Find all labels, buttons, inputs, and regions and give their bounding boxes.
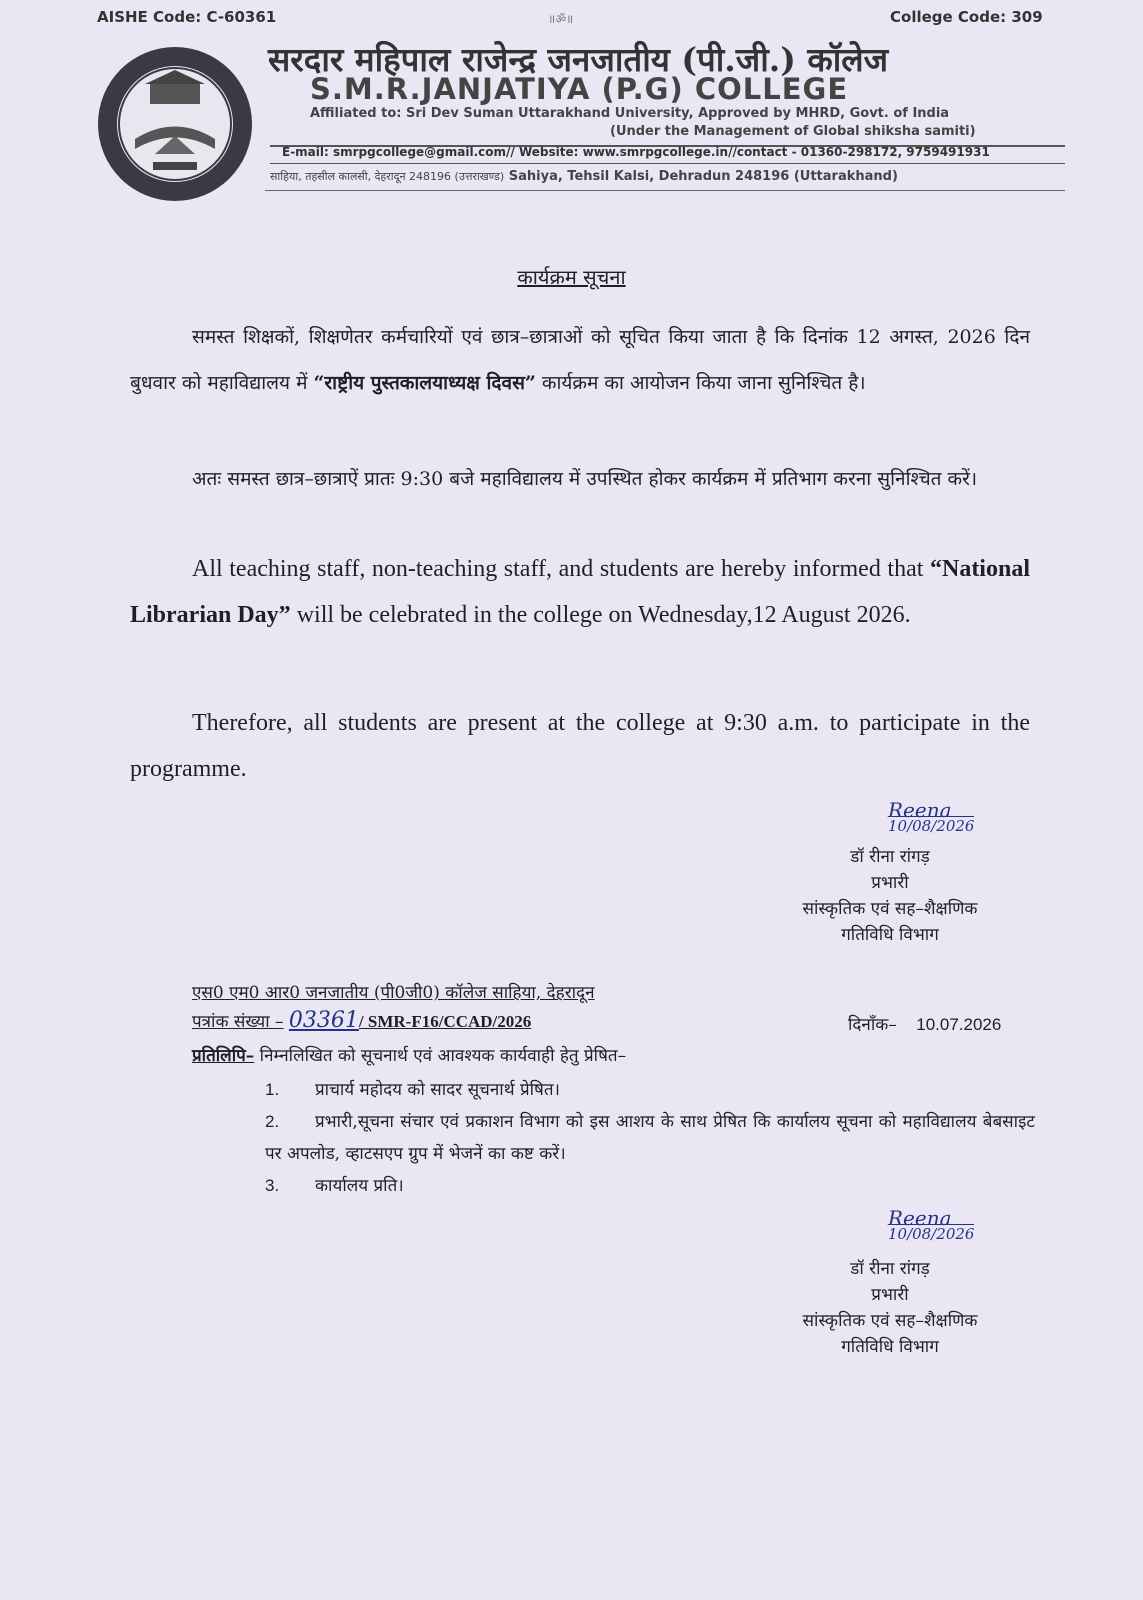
letter-date: दिनाँक– 10.07.2026	[848, 1015, 1002, 1035]
letter-number-handwritten: 03361	[288, 1008, 359, 1033]
letter-number: पत्रांक संख्या – 03361/ SMR-F16/CCAD/2026	[192, 1008, 532, 1033]
notice-paragraph-english-2: Therefore, all students are present at the college at 9:30 a.m. to participate in the programme.	[130, 710, 1030, 782]
aishe-code: AISHE Code: C-60361	[97, 8, 277, 26]
college-name-english: S.M.R.JANJATIYA (P.G) COLLEGE	[310, 72, 849, 106]
signatory-dept: सांस्कृतिक एवं सह–शैक्षणिक	[802, 1311, 978, 1331]
copy-to-line: प्रतिलिपि– निम्नलिखित को सूचनार्थ एवं आवश्यक कार्यवाही हेतु प्रेषित–	[192, 1046, 627, 1066]
signatory-block	[770, 1256, 1010, 1360]
contact-line: E-mail: smrpgcollege@gmail.com// Website: www.smrpgcollege.in//contact - 01360-298172, 9759491931	[282, 145, 990, 159]
notice-paragraph-hindi-2: अतः समस्त छात्र–छात्राऐं प्रातः 9:30 बजे महाविद्यालय में उपस्थित होकर कार्यक्रम में प्रतिभाग करना सुनिश्चित करें।	[192, 468, 978, 490]
handwritten-signature: Reena 10/08/2026	[888, 1206, 975, 1243]
address-english: Sahiya, Tehsil Kalsi, Dehradun 248196 (Uttarakhand)	[508, 169, 898, 184]
signatory-dept: गतिविधि विभाग	[841, 925, 939, 945]
signatory-dept: गतिविधि विभाग	[841, 1337, 939, 1357]
address-hindi: साहिया, तहसील कालसी, देहरादून 248196 (उत्तराखण्ड)	[270, 170, 505, 183]
list-item: 1. प्राचार्य महोदय को सादर सूचनार्थ प्रेषित।	[265, 1080, 560, 1100]
handwritten-signature: Reena 10/08/2026	[888, 798, 975, 835]
signatory-role: प्रभारी	[871, 1285, 909, 1305]
management-line: (Under the Management of Global shiksha samiti)	[610, 124, 976, 139]
notice-paragraph-english-1: All teaching staff, non-teaching staff, and students are hereby informed that “National Librarian Day” will be celebrated in the college on Wednesday,12 August 2026.	[130, 556, 1030, 628]
college-name-hindi: सरदार महिपाल राजेन्द्र जनजातीय (पी.जी.) कॉलेज	[268, 40, 889, 79]
address-line	[270, 169, 898, 184]
header-divider	[265, 190, 1065, 191]
signatory-block	[770, 844, 1010, 948]
signatory-role: प्रभारी	[871, 873, 909, 893]
affiliation-line: Affiliated to: Sri Dev Suman Uttarakhand University, Approved by MHRD, Govt. of India	[310, 106, 950, 121]
list-item: 2. प्रभारी,सूचना संचार एवं प्रकाशन विभाग को इस आशय के साथ प्रेषित कि कार्यालय सूचना को महाविद्यालय बेबसाइट पर अपलोड, व्हाटसएप ग्रुप में भेजनें का कष्ट करें।	[265, 1112, 1035, 1164]
signatory-name: डॉ रीना रांगड़	[850, 1259, 930, 1279]
notice-title: कार्यक्रम सूचना	[517, 265, 626, 289]
college-code: College Code: 309	[890, 8, 1043, 26]
header-divider	[270, 163, 1065, 164]
college-seal-logo	[95, 44, 255, 204]
om-mark: ॥ॐ॥	[548, 12, 574, 26]
signatory-dept: सांस्कृतिक एवं सह–शैक्षणिक	[802, 899, 978, 919]
notice-paragraph-hindi-1: समस्त शिक्षकों, शिक्षणेतर कर्मचारियों एवं छात्र–छात्राओं को सूचित किया जाता है कि दिनांक 12 अगस्त, 2026 दिन बुधवार को महाविद्यालय में “राष्ट्रीय पुस्तकालयाध्यक्ष दिवस” कार्यक्रम का आयोजन किया जाना सुनिश्चित है।	[130, 326, 1030, 394]
list-item: 3. कार्यालय प्रति।	[265, 1176, 404, 1196]
copy-list	[265, 1074, 1035, 1202]
footer-college-line: एस0 एम0 आर0 जनजातीय (पी0जी0) कॉलेज साहिया, देहरादून	[192, 983, 595, 1003]
signatory-name: डॉ रीना रांगड़	[850, 847, 930, 867]
